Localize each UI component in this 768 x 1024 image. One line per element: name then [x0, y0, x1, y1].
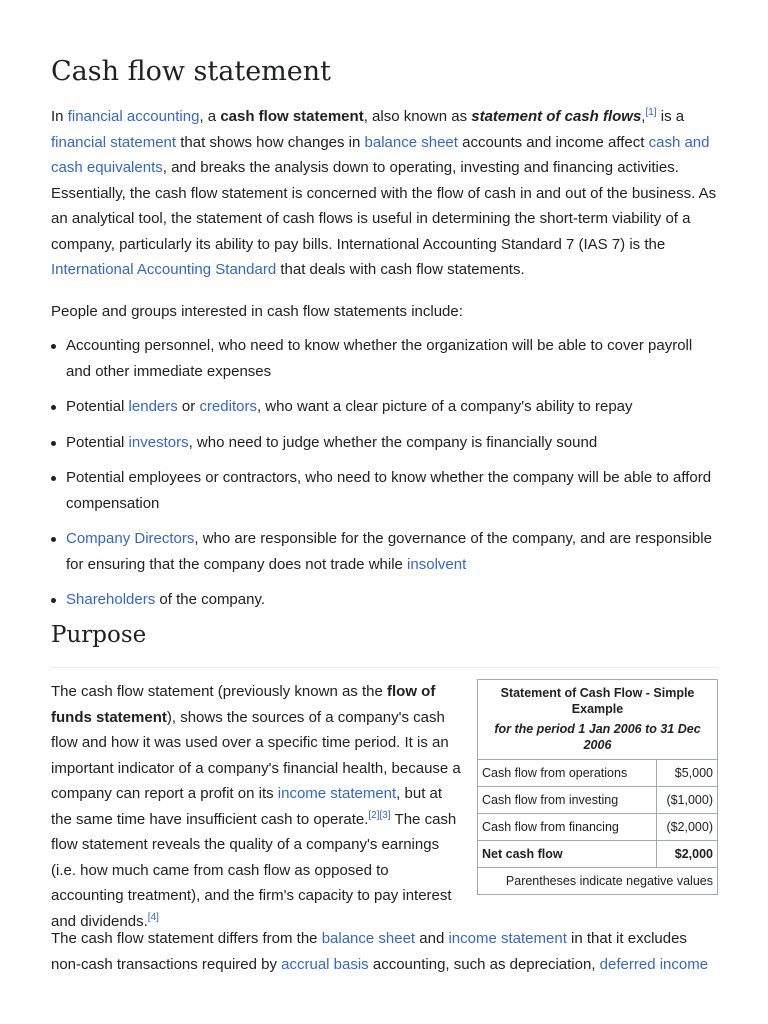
table-row-value: $2,000 [657, 841, 718, 868]
list-item-text: Accounting personnel, who need to know whether the organization will be able to cover payroll and other immediate expenses [66, 337, 693, 380]
citation-4[interactable]: [4] [147, 911, 159, 923]
differs-text: in that it excludes non-cash transactions required by [51, 930, 687, 973]
differs-text: accounting, such as depreciation, [368, 955, 600, 973]
link-cash-and-cash-equivalents[interactable]: cash and cash equivalents [51, 133, 710, 176]
table-row [478, 787, 718, 814]
link-balance-sheet[interactable]: balance sheet [364, 133, 458, 151]
link-insolvent[interactable]: insolvent [407, 555, 467, 573]
link-international-accounting-standard[interactable]: International Accounting Standard [51, 261, 277, 278]
list-item-text: , who need to judge whether the company is financially sound [188, 433, 598, 451]
differs-paragraph [51, 926, 718, 977]
table-row-value: ($2,000) [657, 814, 718, 841]
intro-text: accounts and income affect [457, 133, 649, 151]
interested-groups-list [51, 333, 718, 623]
intro-text: that shows how changes in [176, 133, 365, 151]
link-income-statement-2[interactable]: income statement [448, 930, 567, 947]
intro-text: In [51, 108, 68, 125]
list-item [51, 394, 718, 420]
table-row-value: ($1,000) [657, 787, 718, 814]
table-row-label: Net cash flow [478, 841, 657, 868]
table-row-label: Cash flow from investing [478, 787, 657, 814]
list-item [51, 430, 718, 456]
intro-text: that deals with cash flow statements. [276, 261, 525, 278]
citation-1[interactable]: [1] [645, 107, 657, 118]
section-divider [51, 667, 718, 668]
link-accrual-basis[interactable]: accrual basis [281, 955, 369, 973]
link-balance-sheet-2[interactable]: balance sheet [321, 930, 416, 947]
link-income-statement[interactable]: income statement [277, 785, 397, 802]
list-item [51, 587, 718, 613]
citation-2-3[interactable]: [2][3] [368, 809, 391, 821]
table-row-value: $5,000 [657, 760, 718, 787]
link-lenders[interactable]: lenders [128, 398, 178, 415]
intro-text: , also known as [363, 108, 472, 125]
intro-text: , a [199, 108, 221, 125]
purpose-text: ), shows the sources of a company's cash flow and how it was used over a specific time period. It is an important indicator of a company's financial health, because a company can report a profit on its [51, 708, 461, 802]
section-heading-purpose: Purpose [51, 622, 147, 648]
table-row-label: Cash flow from financing [478, 814, 657, 841]
differs-text: The cash flow statement differs from the [51, 930, 322, 947]
link-investors[interactable]: investors [128, 433, 189, 451]
list-item-text: , who want a clear picture of a company's ability to repay [256, 398, 633, 415]
purpose-text: The cash flow statement reveals the quality of a company's earnings (i.e. how much came from cash flow as opposed to accounting treatment), and the firm's capacity to pay interest and dividends. [51, 810, 457, 930]
list-item-text: Potential employees or contractors, who need to know whether the company will be able to afford compensation [66, 469, 712, 512]
list-item-text: or [177, 398, 200, 415]
groups-intro: People and groups interested in cash flow statements include: [51, 303, 463, 320]
table-subtitle: for the period 1 Jan 2006 to 31 Dec 2006 [478, 719, 718, 760]
list-item [51, 465, 718, 516]
link-financial-accounting[interactable]: financial accounting [67, 108, 200, 125]
link-company-directors[interactable]: Company Directors [66, 530, 195, 547]
purpose-section [51, 679, 718, 934]
list-item-text: , who are responsible for the governance of the company, and are responsible for ensuring that the company does not trade while [66, 530, 712, 573]
list-item-text: Potential [66, 398, 129, 415]
link-deferred-income[interactable]: deferred income [599, 955, 709, 973]
term-cash-flow-statement: cash flow statement [220, 108, 364, 125]
intro-text: , and breaks the analysis down to operating, investing and financing activities. Essentially, the cash flow statement is concerned with the flow of cash in and out of the business. As an analytical tool, the statement of cash flows is useful in determining the short-term viability of a company, particularly its ability to pay bills. International Accounting Standard 7 (IAS 7) is the [51, 159, 717, 253]
intro-text: is a [656, 108, 685, 125]
list-item-text: of the company. [155, 591, 266, 608]
link-shareholders[interactable]: Shareholders [66, 591, 156, 608]
purpose-text: The cash flow statement (previously known as the [51, 683, 387, 700]
list-item [51, 333, 718, 384]
intro-text: , [641, 108, 646, 125]
table-row [478, 760, 718, 787]
intro-paragraph [51, 104, 718, 283]
page-title: Cash flow statement [51, 56, 331, 87]
differs-text: and [415, 930, 449, 947]
term-flow-of-funds-statement: flow of funds statement [51, 683, 436, 726]
link-creditors[interactable]: creditors [199, 398, 257, 415]
table-row-label: Cash flow from operations [478, 760, 657, 787]
link-financial-statement[interactable]: financial statement [51, 133, 177, 151]
table-row [478, 814, 718, 841]
list-item [51, 526, 718, 577]
list-item-text: Potential [66, 433, 129, 451]
term-statement-of-cash-flows: statement of cash flows [471, 108, 642, 125]
cash-flow-example-table [477, 679, 718, 895]
table-row [478, 841, 718, 868]
table-title: Statement of Cash Flow - Simple Example [478, 680, 718, 720]
purpose-text: , but at the same time have insufficient cash to operate. [51, 785, 443, 828]
table-note: Parentheses indicate negative values [478, 868, 718, 895]
